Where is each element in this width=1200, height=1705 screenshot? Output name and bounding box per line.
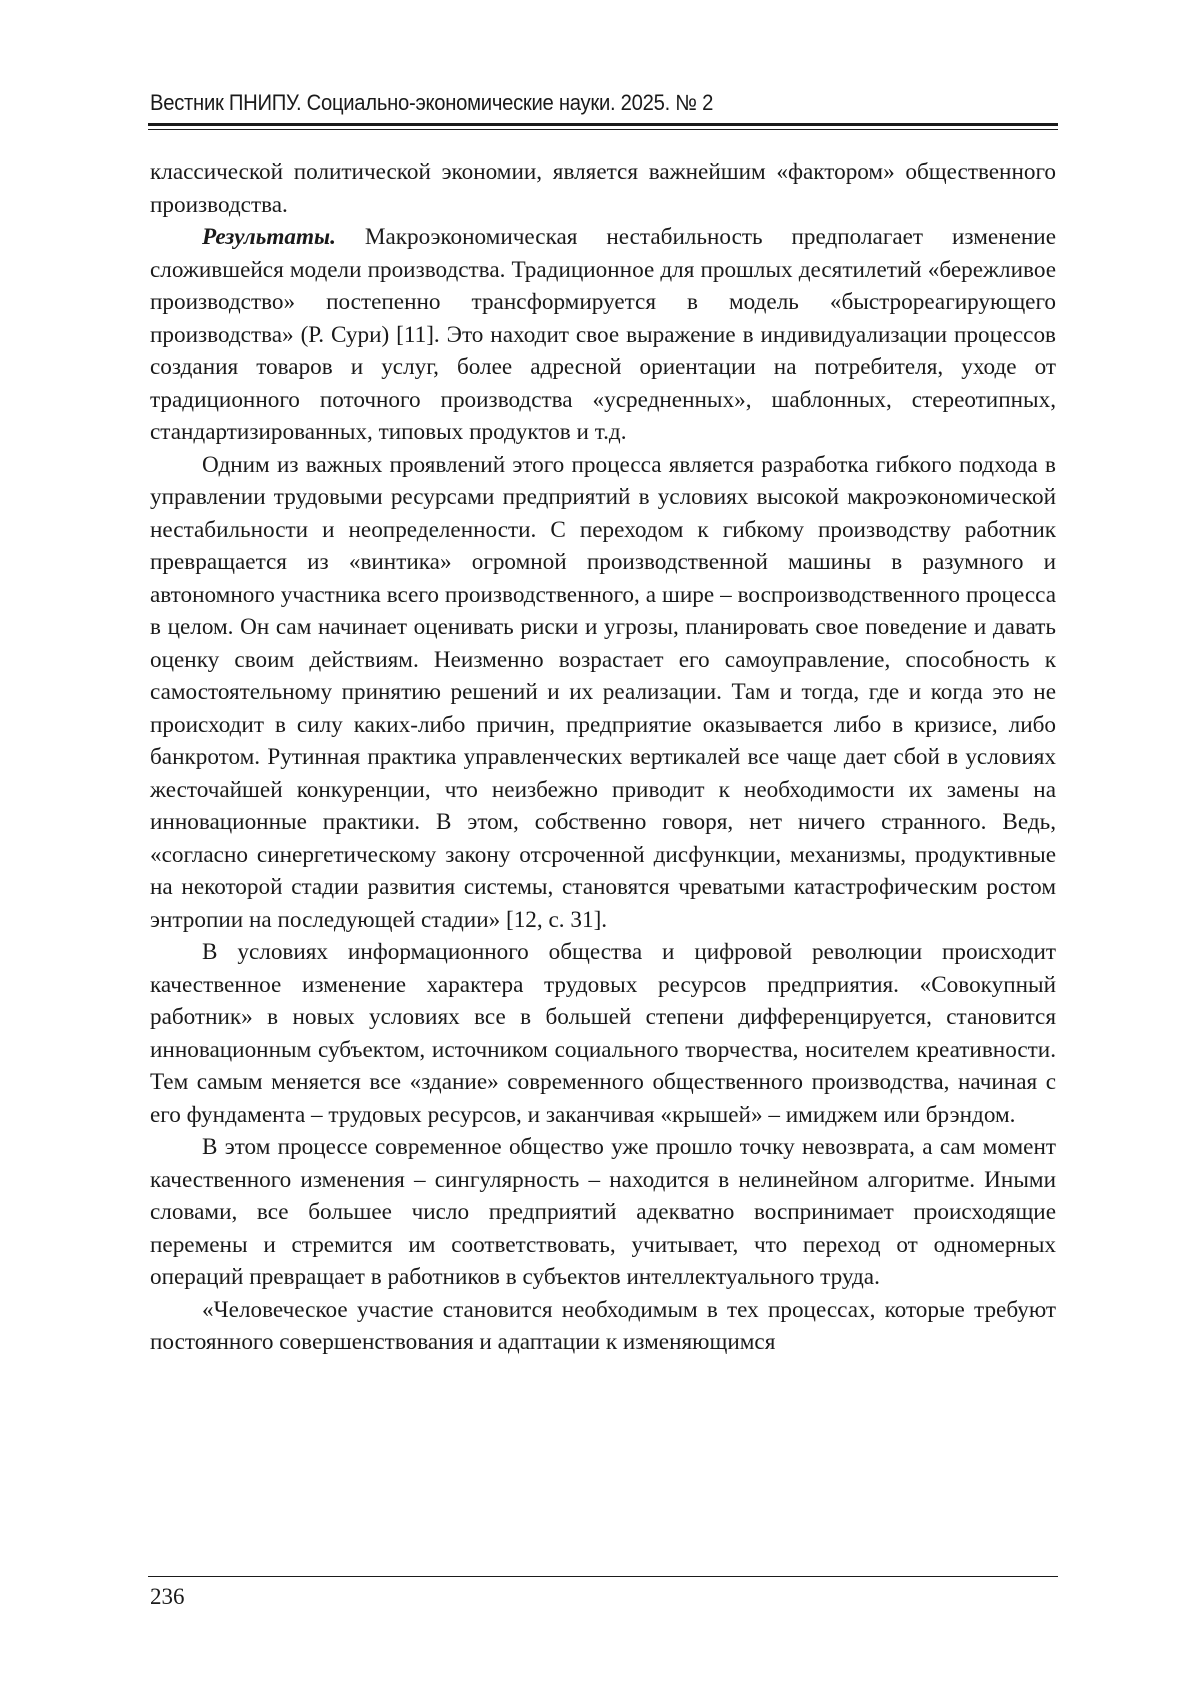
paragraph: В условиях информационного общества и цифровой революции происходит качественное изменение характера трудовых ресурсов предприятия. «Совокупный работник» в новых условиях все в большей степени дифференцируется, становится инновационным субъектом, источником социального творчества, носителем креативности. Тем самым меняется все «здание» современного общественного производства, начиная с его фундамента – трудовых ресурсов, и заканчивая «крышей» – имиджем или брэндом. [150,939,1056,1128]
paragraph: Одним из важных проявлений этого процесса является разработка гибкого подхода в управлении трудовыми ресурсами предприятий в условиях высокой макроэкономической нестабильности и неопределенности. С переходом к гибкому производству работник превращается из «винтика» огромной производственной машины в разумного и автономного участника всего производственного, а шире – воспроизводственного процесса в целом. Он сам начинает оценивать риски и угрозы, планировать свое поведение и давать оценку своим действиям. Неизменно возрастает его самоуправление, способность к самостоятельному принятию решений и их реализации. Там и тогда, где и когда это не происходит в силу каких-либо причин, предприятие оказывается либо в кризисе, либо банкротом. Рутинная практика управленческих вертикалей все чаще дает сбой в условиях жесточайшей конкуренции, что неизбежно приводит к необходимости их замены на инновационные практики. В этом, собственно говоря, нет ничего странного. Ведь, «согласно синергетическому закону отсроченной дисфункции, механизмы, продуктивные на некоторой стадии развития системы, становятся чреватыми катастрофическим ростом энтропии на последующей стадии» [12, с. 31]. [150,451,1056,933]
running-header: Вестник ПНИПУ. Социально-экономические науки. 2025. № 2 [150,90,714,115]
paragraph-continued: классической политической экономии, является важнейшим «фактором» общественного производства. [150,159,1056,218]
article-body [150,156,1056,1359]
section-lead-in: Результаты. [202,224,336,250]
paragraph: «Человеческое участие становится необходимым в тех процессах, которые требуют постоянного совершенствования и адаптации к изменяющимся [150,1296,1056,1355]
page-number: 236 [150,1584,185,1609]
paragraph: В этом процессе современное общество уже прошло точку невозврата, а сам момент качественного изменения – сингулярность – находится в нелинейном алгоритме. Иными словами, все большее число предприятий адекватно воспринимает происходящие перемены и стремится им соответствовать, учитывает, что переход от одномерных операций превращает в работников в субъектов интеллектуального труда. [150,1134,1056,1290]
paragraph-results-text: Макроэкономическая нестабильность предполагает изменение сложившейся модели производства. Традиционное для прошлых десятилетий «бережливое производство» постепенно трансформируется в модель «быстрореагирующего производства» (Р. Сури) [11]. Это находит свое выражение в индивидуализации процессов создания товаров и услуг, более адресной ориентации на потребителя, уходе от традиционного поточного производства «усредненных», шаблонных, стереотипных, стандартизированных, типовых продуктов и т.д. [150,224,1056,445]
footer-rule [148,1576,1058,1577]
header-rule-thin [148,129,1058,130]
header-rule [148,123,1058,126]
paragraph-results [150,221,1056,449]
